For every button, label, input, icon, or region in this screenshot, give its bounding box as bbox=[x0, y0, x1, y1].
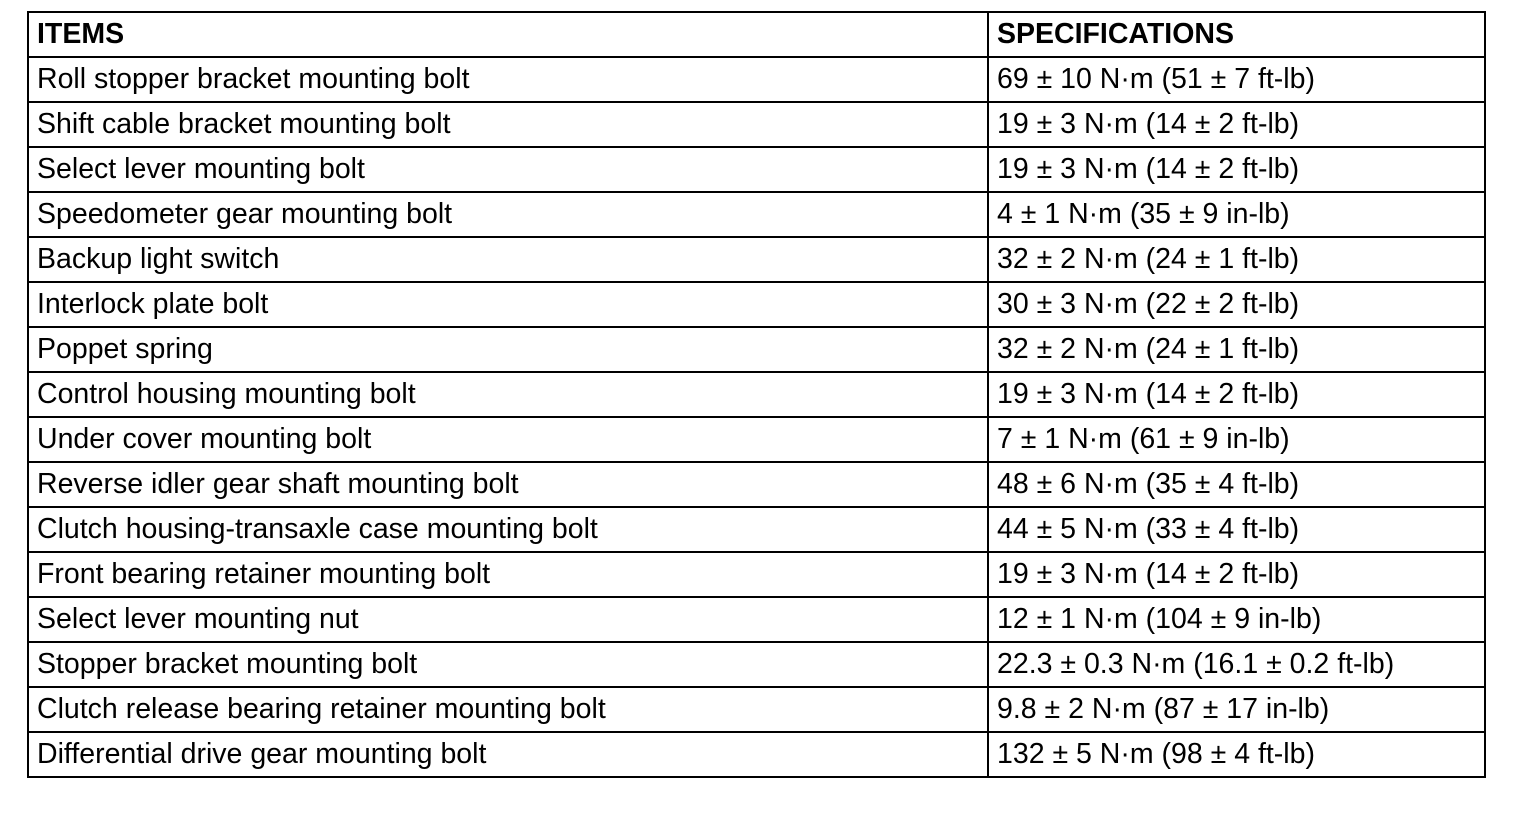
item-cell: Speedometer gear mounting bolt bbox=[28, 192, 988, 237]
spec-cell: 12 ± 1 N·m (104 ± 9 in-lb) bbox=[988, 597, 1485, 642]
table-row bbox=[28, 687, 1485, 732]
item-cell: Interlock plate bolt bbox=[28, 282, 988, 327]
spec-cell: 4 ± 1 N·m (35 ± 9 in-lb) bbox=[988, 192, 1485, 237]
item-cell: Reverse idler gear shaft mounting bolt bbox=[28, 462, 988, 507]
table-row bbox=[28, 147, 1485, 192]
table-row bbox=[28, 237, 1485, 282]
spec-cell: 32 ± 2 N·m (24 ± 1 ft-lb) bbox=[988, 327, 1485, 372]
item-cell: Clutch release bearing retainer mounting bolt bbox=[28, 687, 988, 732]
item-cell: Clutch housing-transaxle case mounting bolt bbox=[28, 507, 988, 552]
spec-cell: 44 ± 5 N·m (33 ± 4 ft-lb) bbox=[988, 507, 1485, 552]
torque-spec-table bbox=[27, 11, 1486, 778]
item-cell: Poppet spring bbox=[28, 327, 988, 372]
item-cell: Stopper bracket mounting bolt bbox=[28, 642, 988, 687]
table-row bbox=[28, 507, 1485, 552]
spec-cell: 9.8 ± 2 N·m (87 ± 17 in-lb) bbox=[988, 687, 1485, 732]
spec-cell: 19 ± 3 N·m (14 ± 2 ft-lb) bbox=[988, 102, 1485, 147]
spec-cell: 19 ± 3 N·m (14 ± 2 ft-lb) bbox=[988, 147, 1485, 192]
spec-cell: 19 ± 3 N·m (14 ± 2 ft-lb) bbox=[988, 372, 1485, 417]
table-row bbox=[28, 417, 1485, 462]
item-cell: Select lever mounting nut bbox=[28, 597, 988, 642]
item-cell: Front bearing retainer mounting bolt bbox=[28, 552, 988, 597]
table-row bbox=[28, 462, 1485, 507]
table-row bbox=[28, 372, 1485, 417]
table-row bbox=[28, 282, 1485, 327]
spec-cell: 22.3 ± 0.3 N·m (16.1 ± 0.2 ft-lb) bbox=[988, 642, 1485, 687]
spec-cell: 19 ± 3 N·m (14 ± 2 ft-lb) bbox=[988, 552, 1485, 597]
spec-cell: 32 ± 2 N·m (24 ± 1 ft-lb) bbox=[988, 237, 1485, 282]
item-cell: Differential drive gear mounting bolt bbox=[28, 732, 988, 777]
spec-cell: 7 ± 1 N·m (61 ± 9 in-lb) bbox=[988, 417, 1485, 462]
table-row bbox=[28, 552, 1485, 597]
table-row bbox=[28, 327, 1485, 372]
item-cell: Roll stopper bracket mounting bolt bbox=[28, 57, 988, 102]
table-row bbox=[28, 57, 1485, 102]
item-cell: Under cover mounting bolt bbox=[28, 417, 988, 462]
table-row bbox=[28, 732, 1485, 777]
specifications-column-header: SPECIFICATIONS bbox=[988, 12, 1485, 57]
spec-cell: 132 ± 5 N·m (98 ± 4 ft-lb) bbox=[988, 732, 1485, 777]
spec-cell: 48 ± 6 N·m (35 ± 4 ft-lb) bbox=[988, 462, 1485, 507]
spec-cell: 30 ± 3 N·m (22 ± 2 ft-lb) bbox=[988, 282, 1485, 327]
item-cell: Shift cable bracket mounting bolt bbox=[28, 102, 988, 147]
item-cell: Control housing mounting bolt bbox=[28, 372, 988, 417]
spec-cell: 69 ± 10 N·m (51 ± 7 ft-lb) bbox=[988, 57, 1485, 102]
table-row bbox=[28, 192, 1485, 237]
table-row bbox=[28, 102, 1485, 147]
table-row bbox=[28, 642, 1485, 687]
item-cell: Select lever mounting bolt bbox=[28, 147, 988, 192]
items-column-header: ITEMS bbox=[28, 12, 988, 57]
table-header-row bbox=[28, 12, 1485, 57]
table-row bbox=[28, 597, 1485, 642]
item-cell: Backup light switch bbox=[28, 237, 988, 282]
